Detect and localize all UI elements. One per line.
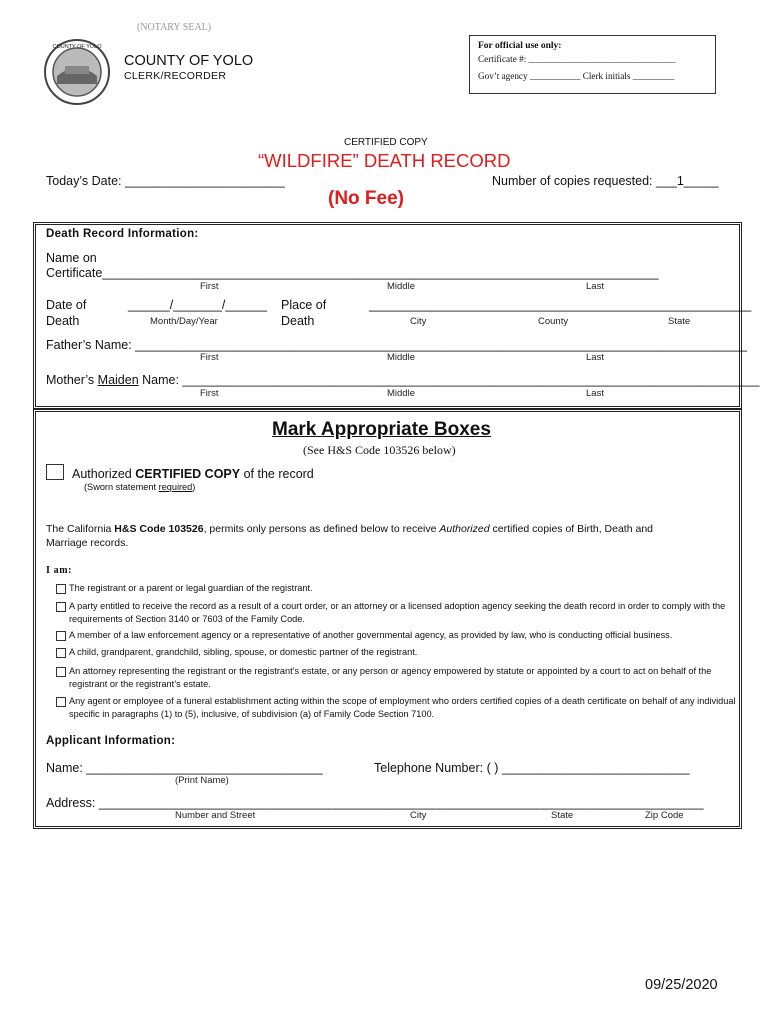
auth-bold: CERTIFIED COPY (135, 467, 241, 481)
form-revision-date: 09/25/2020 (645, 977, 718, 993)
applicant-heading: Applicant Information: (46, 735, 176, 747)
county-label: County (538, 316, 569, 327)
mother-last-label: Last (586, 388, 604, 399)
statement-text: Any agent or employee of a funeral establishment acting within the scope of employment who orders certified copies of a death certificate on behalf of any individual specific in paragraphs (1) to (5), inclusive, of subdivision (a) of Family Code Section 7100. (69, 696, 736, 719)
mothers-prefix: Mother’s (46, 373, 98, 387)
no-fee-label: (No Fee) (328, 188, 404, 209)
official-use-title: For official use only: (478, 41, 562, 51)
checkbox[interactable] (56, 584, 66, 594)
mark-boxes-heading: Mark Appropriate Boxes (272, 419, 491, 440)
first-label: First (200, 281, 219, 292)
mothers-maiden-name-field[interactable] (46, 373, 759, 387)
fathers-name-field[interactable]: Father’s Name: ________________________________________________________________________________________ (46, 338, 747, 352)
print-name-label: (Print Name) (175, 775, 229, 786)
applicant-name-field[interactable]: Name: __________________________________ (46, 761, 323, 775)
clerk-recorder: CLERK/RECORDER (124, 70, 227, 82)
date-of-death-field[interactable]: ______/_______/______ (128, 298, 268, 312)
last-label: Last (586, 281, 604, 292)
gov-agency-field[interactable]: Gov’t agency ___________ Clerk initials _________ (478, 71, 675, 81)
county-name: COUNTY OF YOLO (124, 53, 254, 69)
mother-middle-label: Middle (387, 388, 415, 399)
address-state-label: State (551, 810, 574, 821)
certificate-number-field[interactable]: Certificate #: ________________________________ (478, 54, 676, 64)
checkbox[interactable] (56, 667, 66, 677)
statement-text: A party entitled to receive the record as a result of a court order, or an attorney or a licensed adoption agency seeking the death record in order to comply with the requirements of Section 3140 or 7603 of the Family Code. (69, 601, 726, 624)
todays-date-field[interactable]: Today’s Date: _______________________ (46, 174, 285, 188)
month-day-year-label: Month/Day/Year (150, 316, 218, 327)
sworn-required: required (158, 482, 193, 492)
statement-law-enforcement[interactable] (56, 629, 740, 642)
statement-court-order[interactable] (56, 600, 740, 625)
address-city-label: City (410, 810, 427, 821)
mother-first-label: First (200, 388, 219, 399)
hs-code-reference: (See H&S Code 103526 below) (303, 443, 456, 457)
seal-text: COUNTY OF YOLO (52, 44, 102, 50)
county-seal (43, 38, 111, 106)
checkbox[interactable] (56, 602, 66, 612)
certified-copy-checkbox[interactable] (46, 464, 64, 480)
i-am-label: I am: (46, 565, 73, 576)
official-use-box (469, 35, 716, 94)
authorized-copy-label (72, 467, 314, 481)
statement-funeral-agent[interactable] (56, 695, 740, 720)
zip-code-label: Zip Code (645, 810, 684, 821)
death-label: Death (46, 314, 80, 328)
telephone-field[interactable]: Telephone Number: ( ) ___________________________ (374, 761, 690, 775)
statement-attorney[interactable] (56, 665, 740, 690)
city-label: City (410, 316, 427, 327)
father-middle-label: Middle (387, 352, 415, 363)
father-last-label: Last (586, 352, 604, 363)
hs-part-3: certified copies of Birth, Death and (489, 523, 653, 535)
hs-part-2: , permits only persons as defined below to receive (203, 523, 440, 535)
hs-authorized-italic: Authorized (439, 523, 490, 535)
father-first-label: First (200, 352, 219, 363)
street-label: Number and Street (175, 810, 256, 821)
notary-seal-caption: (NOTARY SEAL) (137, 22, 212, 33)
hs-code-bold: H&S Code 103526 (114, 523, 204, 535)
mothers-suffix: Name: ___________________________________________________________________________________ (138, 373, 760, 387)
decedent-name-field[interactable]: Certificate________________________________________________________________________________ (46, 266, 659, 280)
sworn-prefix: (Sworn statement (84, 482, 159, 492)
checkbox[interactable] (56, 648, 66, 658)
address-field[interactable]: Address: _______________________________________________________________________________________ (46, 796, 704, 810)
checkbox[interactable] (56, 697, 66, 707)
place-of-death-field[interactable]: _______________________________________________________ (369, 298, 752, 312)
page-title: “WILDFIRE” DEATH RECORD (258, 150, 511, 171)
statement-relative[interactable] (56, 646, 740, 659)
state-label: State (668, 316, 691, 327)
name-on-label: Name on (46, 251, 97, 265)
sworn-suffix: ) (192, 482, 196, 492)
place-death-label: Death (281, 314, 315, 328)
statement-registrant[interactable] (56, 582, 740, 595)
statement-text: A member of a law enforcement agency or a representative of another governmental agency, as provided by law, who is conducting official business. (69, 630, 673, 640)
death-record-heading: Death Record Information: (46, 228, 199, 240)
place-of-label: Place of (281, 298, 327, 312)
checkbox[interactable] (56, 631, 66, 641)
hs-code-paragraph-line2: Marriage records. (46, 537, 129, 549)
hs-code-paragraph (46, 523, 653, 535)
auth-prefix: Authorized (72, 467, 136, 481)
auth-suffix: of the record (240, 467, 314, 481)
certified-copy-label: CERTIFIED COPY (344, 137, 428, 148)
statement-text: The registrant or a parent or legal guardian of the registrant. (69, 583, 313, 593)
copies-requested-field[interactable]: Number of copies requested: ___1_____ (492, 174, 719, 188)
sworn-statement-note (84, 482, 195, 492)
middle-label: Middle (387, 281, 415, 292)
hs-part-1: The California (46, 523, 115, 535)
maiden-word: Maiden (97, 373, 139, 387)
statement-text: A child, grandparent, grandchild, sibling, spouse, or domestic partner of the registrant. (69, 647, 418, 657)
statement-text: An attorney representing the registrant or the registrant’s estate, or any person or agency empowered by statute or appointed by a court to act on behalf of the registrant or the registrant’s estate. (69, 666, 712, 689)
date-of-label: Date of (46, 298, 87, 312)
